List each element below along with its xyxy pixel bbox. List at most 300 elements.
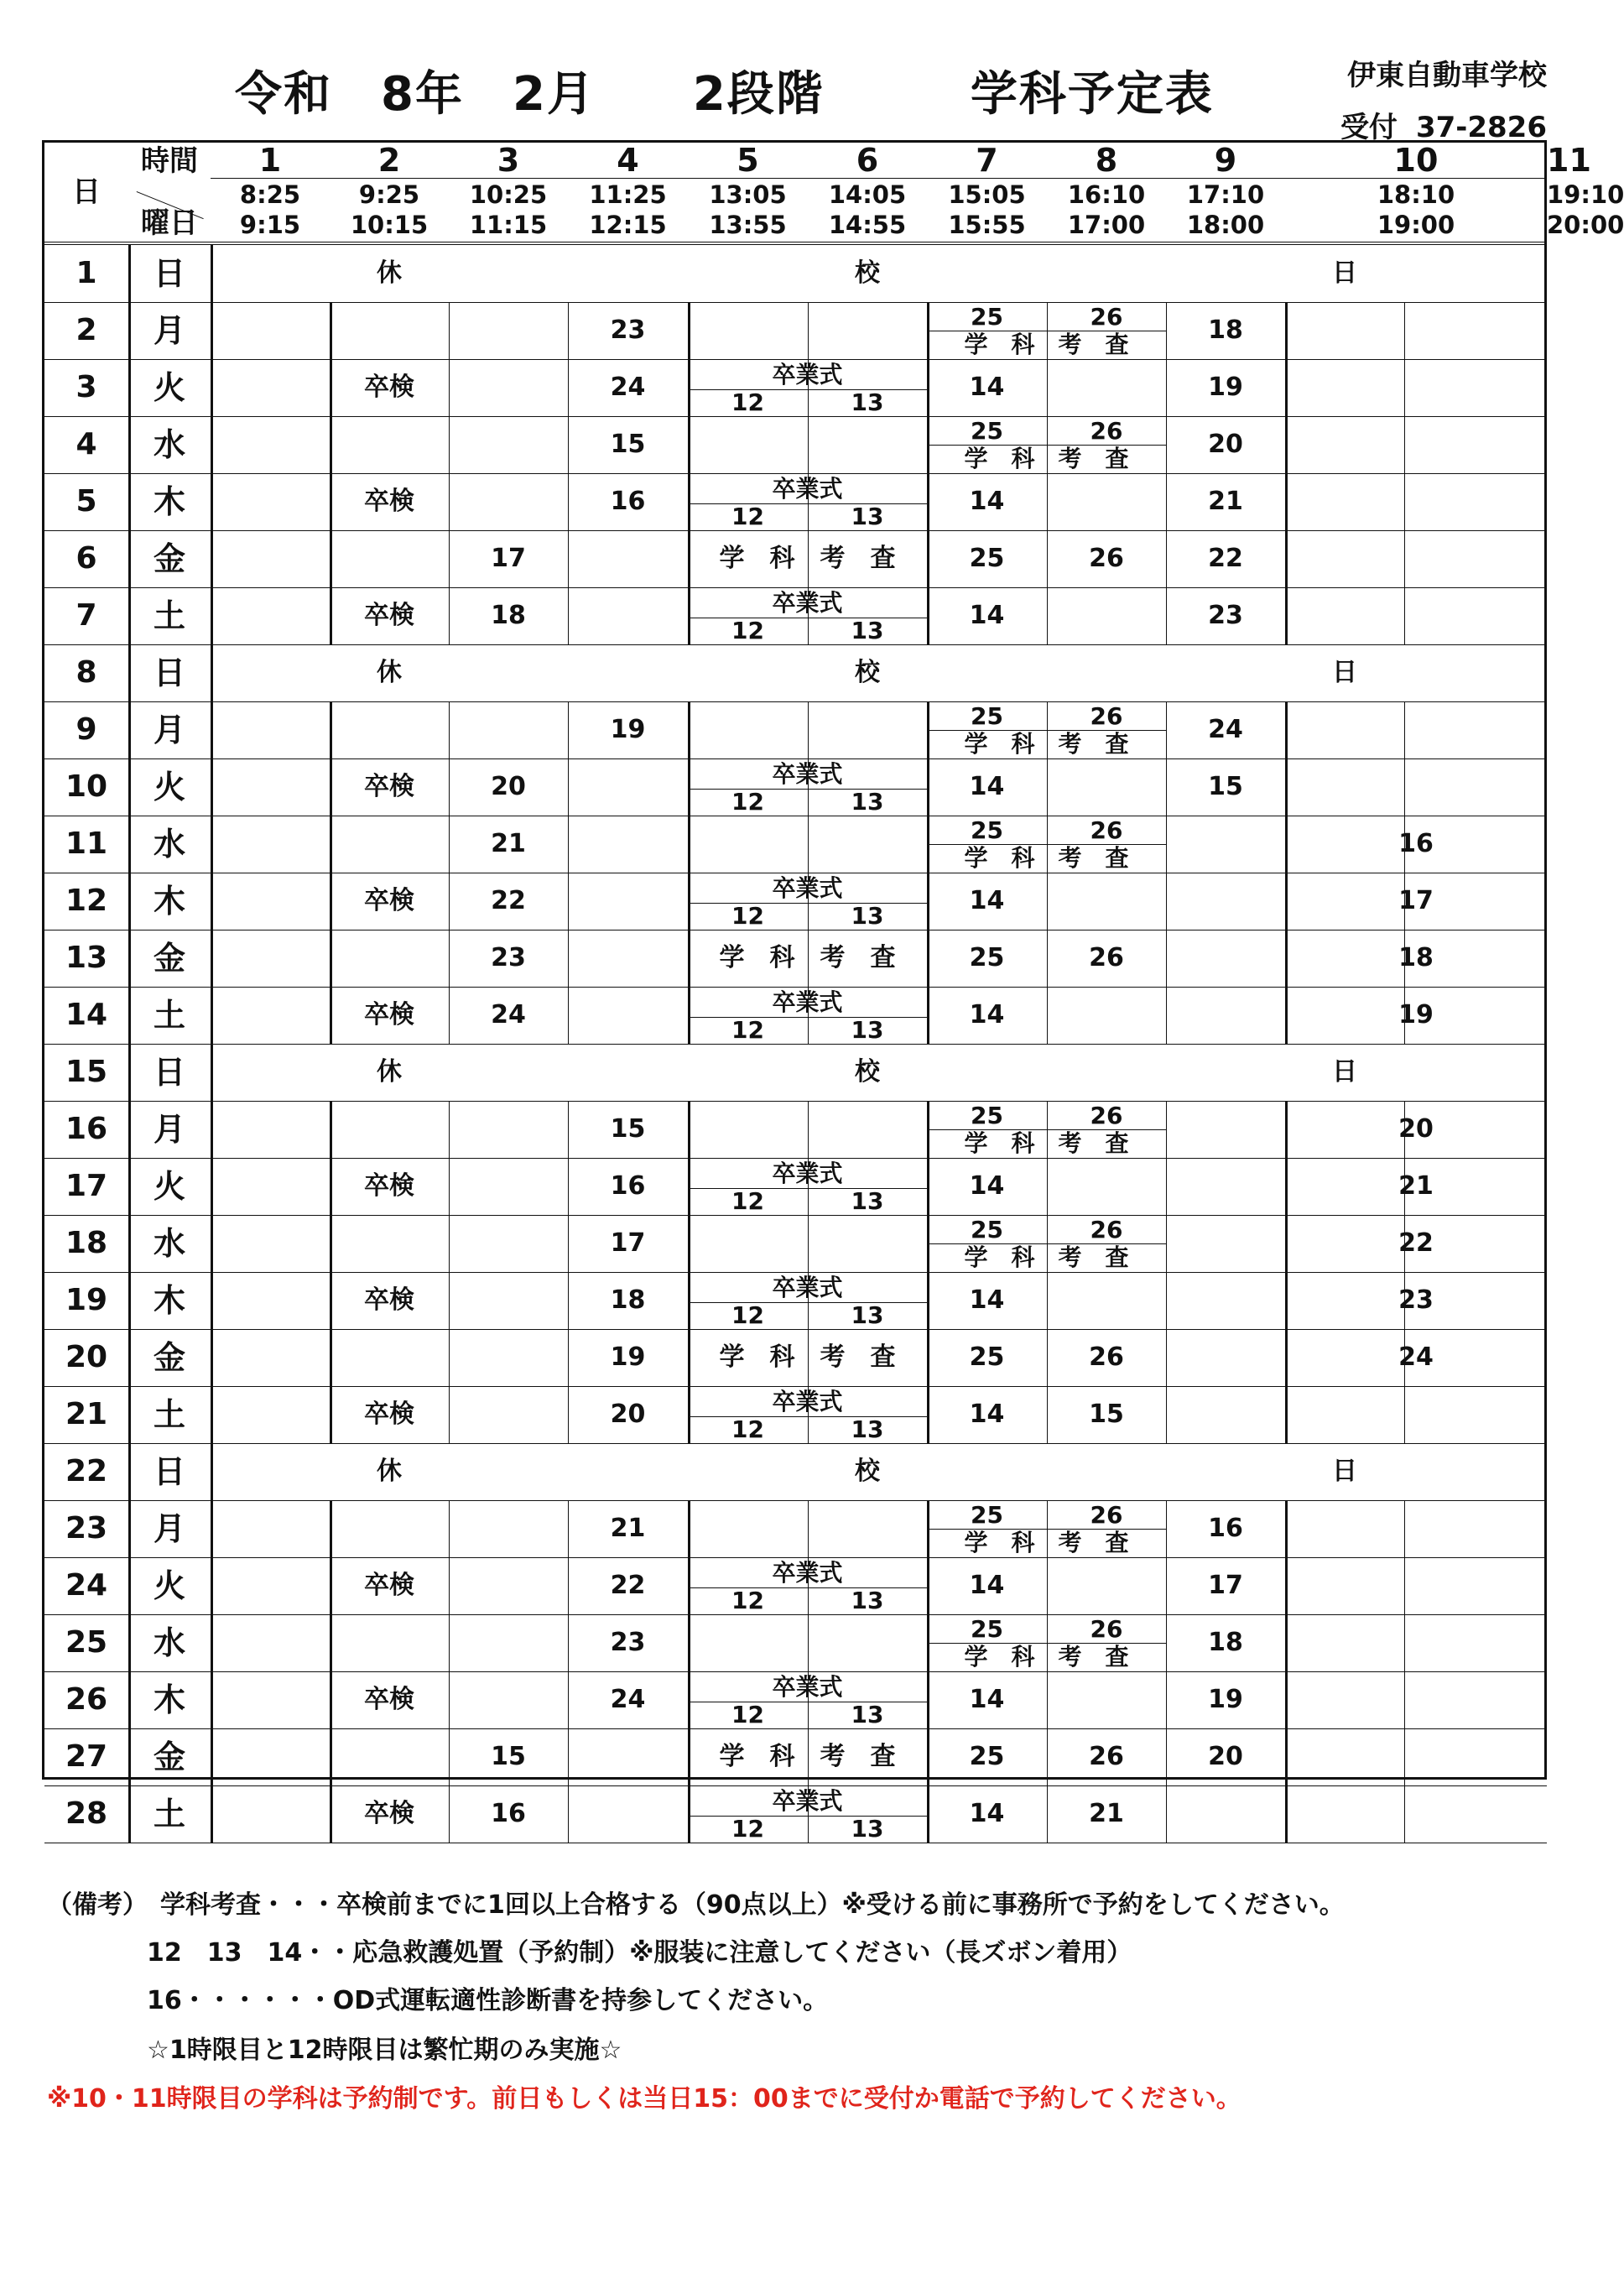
period-10-value: 18 [1398, 943, 1434, 972]
weekday: 土 [153, 1796, 185, 1832]
exam-right: 26 [1090, 702, 1123, 730]
col-divider [449, 1272, 450, 1329]
period-7-value: 14 [969, 886, 1005, 915]
period-9-value: 19 [1208, 1685, 1243, 1714]
exam-label: 学 科 考 査 [964, 1129, 1129, 1157]
col-divider [128, 359, 131, 416]
sotsuken-label: 卒検 [364, 1171, 414, 1201]
exam-label: 学 科 考 査 [719, 1742, 896, 1771]
day-number: 22 [65, 1454, 108, 1488]
graduation-label: 卒業式 [772, 1388, 843, 1415]
period-10-value: 17 [1398, 886, 1434, 915]
col-divider [1047, 473, 1048, 530]
weekday: 火 [153, 369, 185, 406]
period-7-value: 14 [969, 1000, 1005, 1030]
sotsuken-label: 卒検 [364, 601, 414, 630]
day-number: 13 [65, 941, 108, 975]
col-divider [211, 1443, 213, 1500]
period-end-time: 11:15 [469, 211, 548, 239]
sotsuken-label: 卒検 [364, 373, 414, 402]
day-number: 4 [75, 427, 97, 461]
col-divider [1285, 587, 1288, 644]
day-number: 21 [65, 1397, 108, 1431]
col-divider [128, 1329, 131, 1386]
period-end-time: 17:00 [1067, 211, 1146, 239]
weekday: 金 [153, 1738, 185, 1775]
period-start-time: 8:25 [239, 180, 301, 209]
graduation-label: 卒業式 [772, 589, 843, 617]
period-7-value: 25 [969, 544, 1005, 573]
day-number: 11 [65, 826, 108, 861]
day-number: 15 [65, 1055, 108, 1089]
row-divider [44, 359, 1547, 360]
col-divider [330, 530, 332, 587]
col-divider [1285, 416, 1288, 473]
col-divider [1285, 1671, 1288, 1728]
col-divider [128, 1785, 131, 1843]
col-divider [128, 1044, 131, 1101]
col-divider [211, 302, 213, 359]
schedule-table [42, 140, 1624, 1843]
graduation-left: 12 [731, 1187, 764, 1215]
day-number: 27 [65, 1739, 108, 1774]
period-8-value: 15 [1089, 1400, 1124, 1429]
graduation-right: 13 [851, 1187, 884, 1215]
period-9-value: 16 [1208, 1514, 1243, 1543]
col-divider [128, 1386, 131, 1443]
col-divider [688, 416, 690, 473]
period-4-value: 19 [610, 1342, 646, 1372]
exam-label: 学 科 考 査 [964, 730, 1129, 758]
period-4-value: 19 [610, 715, 646, 744]
row-divider [44, 587, 1547, 588]
col-divider [449, 1500, 450, 1557]
sotsuken-label: 卒検 [364, 1000, 414, 1030]
graduation-label: 卒業式 [772, 1673, 843, 1701]
row-divider [44, 1785, 1547, 1786]
period-7-value: 14 [969, 487, 1005, 516]
period-number: 7 [976, 142, 998, 179]
period-7-value: 25 [969, 1742, 1005, 1771]
graduation-right: 13 [851, 388, 884, 416]
col-divider [1285, 1728, 1288, 1785]
col-divider [1285, 1785, 1288, 1843]
col-divider [688, 1101, 690, 1158]
day-number: 8 [75, 655, 97, 690]
weekday: 土 [153, 1396, 185, 1433]
period-10-value: 22 [1398, 1228, 1434, 1258]
period-number: 3 [497, 142, 520, 179]
col-divider [449, 701, 450, 758]
col-divider [1404, 302, 1405, 359]
exam-right: 26 [1090, 1501, 1123, 1529]
period-4-value: 23 [610, 315, 646, 345]
col-divider [1047, 1671, 1048, 1728]
period-start-time: 11:25 [589, 180, 667, 209]
exam-right: 26 [1090, 417, 1123, 445]
col-divider [568, 930, 569, 987]
col-divider [1404, 758, 1405, 816]
day-number: 28 [65, 1796, 108, 1831]
col-divider [1404, 359, 1405, 416]
col-divider [128, 1728, 131, 1785]
period-4-value: 24 [610, 1685, 646, 1714]
col-divider [1047, 758, 1048, 816]
col-divider [128, 530, 131, 587]
col-divider [449, 1557, 450, 1614]
corner-time-label: 時間 [141, 144, 198, 178]
col-divider [568, 530, 569, 587]
col-divider [1166, 1215, 1167, 1272]
period-end-time: 20:00 [1547, 211, 1624, 239]
weekday: 水 [153, 426, 185, 463]
col-divider [128, 1443, 131, 1500]
weekday: 月 [153, 712, 185, 748]
weekday: 月 [153, 1111, 185, 1148]
col-divider [1404, 587, 1405, 644]
col-divider [1047, 359, 1048, 416]
period-8-value: 26 [1089, 943, 1124, 972]
exam-right: 26 [1090, 1615, 1123, 1643]
period-end-time: 14:55 [828, 211, 907, 239]
period-4-value: 21 [610, 1514, 646, 1543]
col-divider [449, 473, 450, 530]
weekday: 日 [153, 255, 185, 292]
col-divider [211, 1101, 213, 1158]
graduation-right: 13 [851, 1016, 884, 1044]
col-divider [330, 302, 332, 359]
col-divider [449, 302, 450, 359]
weekday: 月 [153, 312, 185, 349]
graduation-left: 12 [731, 503, 764, 530]
reception-phone [1340, 104, 1547, 145]
exam-left: 25 [971, 1501, 1003, 1529]
period-number: 2 [377, 142, 401, 179]
col-divider [449, 1158, 450, 1215]
graduation-label: 卒業式 [772, 1274, 843, 1301]
period-4-value: 23 [610, 1628, 646, 1657]
exam-left: 25 [971, 1216, 1003, 1243]
day-number: 6 [75, 541, 97, 576]
closed-label-2: 校 [855, 1057, 880, 1087]
col-divider [449, 1614, 450, 1671]
period-10-value: 20 [1398, 1114, 1434, 1144]
col-divider [568, 987, 569, 1044]
note-remarks: （備考） 学科考査・・・卒検前までに1回以上合格する（90点以上）※受ける前に事務所で予約をしてください。 [47, 1890, 1345, 1920]
col-divider [1404, 1386, 1405, 1443]
note-aptitude: 16・・・・・・OD式運転適性診断書を持参してください。 [147, 1986, 829, 2015]
graduation-left: 12 [731, 1415, 764, 1443]
period-4-value: 18 [610, 1285, 646, 1315]
col-divider [211, 1500, 213, 1557]
col-divider [128, 701, 131, 758]
col-divider [688, 816, 690, 873]
period-number: 8 [1095, 142, 1118, 179]
col-divider [1285, 530, 1288, 587]
period-3-value: 20 [491, 772, 526, 801]
graduation-label: 卒業式 [772, 760, 843, 788]
col-divider [1047, 987, 1048, 1044]
period-8-value: 21 [1089, 1799, 1124, 1828]
weekday: 木 [153, 883, 185, 920]
col-divider [128, 1500, 131, 1557]
col-divider [128, 1215, 131, 1272]
exam-right: 26 [1090, 303, 1123, 331]
col-divider [128, 587, 131, 644]
closed-label-1: 休 [377, 1457, 402, 1486]
weekday: 日 [153, 654, 185, 691]
period-7-value: 14 [969, 1799, 1005, 1828]
col-divider [688, 701, 690, 758]
row-divider [44, 1386, 1547, 1387]
period-9-value: 15 [1208, 772, 1243, 801]
col-divider [1404, 701, 1405, 758]
col-divider [449, 1215, 450, 1272]
col-divider [211, 416, 213, 473]
col-divider [128, 1557, 131, 1614]
period-3-value: 23 [491, 943, 526, 972]
col-divider [211, 701, 213, 758]
col-divider [330, 1215, 332, 1272]
closed-label-3: 日 [1332, 658, 1357, 687]
graduation-left: 12 [731, 1301, 764, 1329]
period-number: 5 [737, 142, 759, 179]
col-divider [1166, 1386, 1167, 1443]
weekday: 金 [153, 540, 185, 577]
col-divider [330, 816, 332, 873]
col-divider [1285, 701, 1288, 758]
weekday: 土 [153, 597, 185, 634]
period-number: 6 [856, 142, 879, 179]
col-divider [211, 1728, 213, 1785]
period-start-time: 10:25 [469, 180, 548, 209]
period-7-value: 14 [969, 1571, 1005, 1600]
day-number: 16 [65, 1112, 108, 1146]
exam-label: 学 科 考 査 [964, 331, 1129, 358]
row-divider [44, 701, 1547, 702]
col-divider [1404, 1500, 1405, 1557]
exam-label: 学 科 考 査 [964, 1529, 1129, 1556]
exam-left: 25 [971, 417, 1003, 445]
closed-label-3: 日 [1332, 1057, 1357, 1087]
col-divider [128, 1158, 131, 1215]
col-divider [1166, 1272, 1167, 1329]
period-start-time: 14:05 [828, 180, 907, 209]
day-number: 26 [65, 1682, 108, 1717]
period-9-value: 21 [1208, 487, 1243, 516]
col-divider [128, 1101, 131, 1158]
period-7-value: 14 [969, 1285, 1005, 1315]
day-number: 25 [65, 1625, 108, 1660]
day-number: 7 [75, 598, 97, 633]
weekday: 水 [153, 826, 185, 863]
col-divider [688, 1614, 690, 1671]
day-number: 1 [75, 256, 97, 290]
col-divider [128, 1671, 131, 1728]
period-4-value: 17 [610, 1228, 646, 1258]
col-divider [449, 416, 450, 473]
period-3-value: 15 [491, 1742, 526, 1771]
period-start-time: 19:10 [1547, 180, 1624, 209]
col-divider [1285, 1386, 1288, 1443]
graduation-left: 12 [731, 617, 764, 644]
period-4-value: 22 [610, 1571, 646, 1600]
note-reservation: ※10・11時限目の学科は予約制です。前日もしくは当日15：00までに受付か電話で予約してください。 [47, 2084, 1241, 2114]
period-3-value: 16 [491, 1799, 526, 1828]
col-divider [808, 1614, 809, 1671]
col-divider [1285, 758, 1288, 816]
reception-label: 受付 [1340, 111, 1398, 144]
graduation-right: 13 [851, 617, 884, 644]
col-divider [1404, 1614, 1405, 1671]
col-divider [211, 1671, 213, 1728]
closed-label-2: 校 [855, 1457, 880, 1486]
graduation-right: 13 [851, 788, 884, 816]
col-divider [449, 1386, 450, 1443]
period-number: 10 [1393, 142, 1439, 179]
period-9-value: 20 [1208, 1742, 1243, 1771]
col-divider [1047, 587, 1048, 644]
day-number: 18 [65, 1226, 108, 1260]
day-number: 5 [75, 484, 97, 519]
period-number: 1 [258, 142, 282, 179]
graduation-left: 12 [731, 388, 764, 416]
weekday: 日 [153, 1453, 185, 1490]
col-divider [1166, 1158, 1167, 1215]
row-divider [44, 416, 1547, 417]
day-number: 20 [65, 1340, 108, 1374]
row-divider [44, 1500, 1547, 1501]
col-divider [211, 359, 213, 416]
col-divider [1285, 302, 1288, 359]
col-divider [330, 416, 332, 473]
col-divider [1404, 1671, 1405, 1728]
col-divider [449, 1101, 450, 1158]
day-number: 10 [65, 769, 108, 804]
col-divider [211, 758, 213, 816]
graduation-label: 卒業式 [772, 874, 843, 902]
col-divider [128, 473, 131, 530]
period-number: 4 [617, 142, 639, 179]
col-divider [1404, 1557, 1405, 1614]
col-divider [211, 873, 213, 930]
weekday: 火 [153, 1567, 185, 1604]
exam-label: 学 科 考 査 [964, 445, 1129, 472]
period-7-value: 14 [969, 1171, 1005, 1201]
period-number: 11 [1547, 142, 1591, 179]
period-9-value: 22 [1208, 544, 1243, 573]
col-divider [211, 1386, 213, 1443]
row-divider [44, 473, 1547, 474]
col-divider [211, 1785, 213, 1843]
period-4-value: 15 [610, 430, 646, 459]
col-divider [449, 1329, 450, 1386]
sotsuken-label: 卒検 [364, 487, 414, 516]
weekday: 金 [153, 1339, 185, 1376]
period-end-time: 15:55 [948, 211, 1026, 239]
period-number: 9 [1214, 142, 1237, 179]
period-end-time: 9:15 [239, 211, 301, 239]
col-divider [688, 1215, 690, 1272]
weekday: 水 [153, 1225, 185, 1262]
period-start-time: 13:05 [709, 180, 787, 209]
graduation-label: 卒業式 [772, 361, 843, 388]
graduation-right: 13 [851, 1587, 884, 1614]
col-divider [1166, 873, 1167, 930]
closed-label-1: 休 [377, 258, 402, 288]
col-divider [1166, 930, 1167, 987]
col-divider [1285, 473, 1288, 530]
row-divider [44, 758, 1547, 759]
graduation-left: 12 [731, 788, 764, 816]
col-divider [1404, 416, 1405, 473]
graduation-label: 卒業式 [772, 1559, 843, 1587]
col-divider [1047, 1557, 1048, 1614]
graduation-right: 13 [851, 1701, 884, 1728]
phone-number: 37-2826 [1415, 111, 1547, 144]
weekday: 火 [153, 769, 185, 805]
col-divider [128, 1614, 131, 1671]
page-title: 令和 8年 2月 2段階 学科予定表 [235, 67, 1214, 122]
period-end-time: 19:00 [1377, 211, 1455, 239]
period-8-value: 26 [1089, 1342, 1124, 1372]
exam-left: 25 [971, 303, 1003, 331]
sotsuken-label: 卒検 [364, 1571, 414, 1600]
col-divider [211, 930, 213, 987]
period-start-time: 17:10 [1186, 180, 1265, 209]
period-8-value: 26 [1089, 1742, 1124, 1771]
col-divider [211, 816, 213, 873]
day-number: 2 [75, 313, 97, 347]
col-divider [330, 1101, 332, 1158]
graduation-right: 13 [851, 503, 884, 530]
exam-label: 学 科 考 査 [719, 1342, 896, 1372]
period-7-value: 25 [969, 943, 1005, 972]
period-9-value: 20 [1208, 430, 1243, 459]
sotsuken-label: 卒検 [364, 772, 414, 801]
col-divider [211, 1557, 213, 1614]
period-start-time: 9:25 [358, 180, 420, 209]
col-divider [808, 701, 809, 758]
weekday: 月 [153, 1510, 185, 1547]
col-divider [808, 1500, 809, 1557]
col-divider [808, 816, 809, 873]
period-8-value: 26 [1089, 544, 1124, 573]
col-divider [568, 873, 569, 930]
closed-label-3: 日 [1332, 258, 1357, 288]
weekday: 木 [153, 1282, 185, 1319]
col-divider [211, 587, 213, 644]
row-divider [44, 302, 1547, 303]
weekday: 火 [153, 1168, 185, 1205]
col-divider [1285, 1500, 1288, 1557]
day-number: 24 [65, 1568, 108, 1603]
closed-label-2: 校 [855, 258, 880, 288]
exam-left: 25 [971, 816, 1003, 844]
period-4-value: 16 [610, 1171, 646, 1201]
col-divider [808, 1101, 809, 1158]
col-divider [568, 1728, 569, 1785]
weekday: 木 [153, 483, 185, 520]
weekday: 水 [153, 1624, 185, 1661]
corner-weekday-label: 曜日 [141, 206, 198, 240]
col-divider [808, 416, 809, 473]
col-divider [330, 1728, 332, 1785]
col-divider [211, 473, 213, 530]
col-divider [1166, 1785, 1167, 1843]
period-end-time: 10:15 [350, 211, 429, 239]
period-9-value: 17 [1208, 1571, 1243, 1600]
